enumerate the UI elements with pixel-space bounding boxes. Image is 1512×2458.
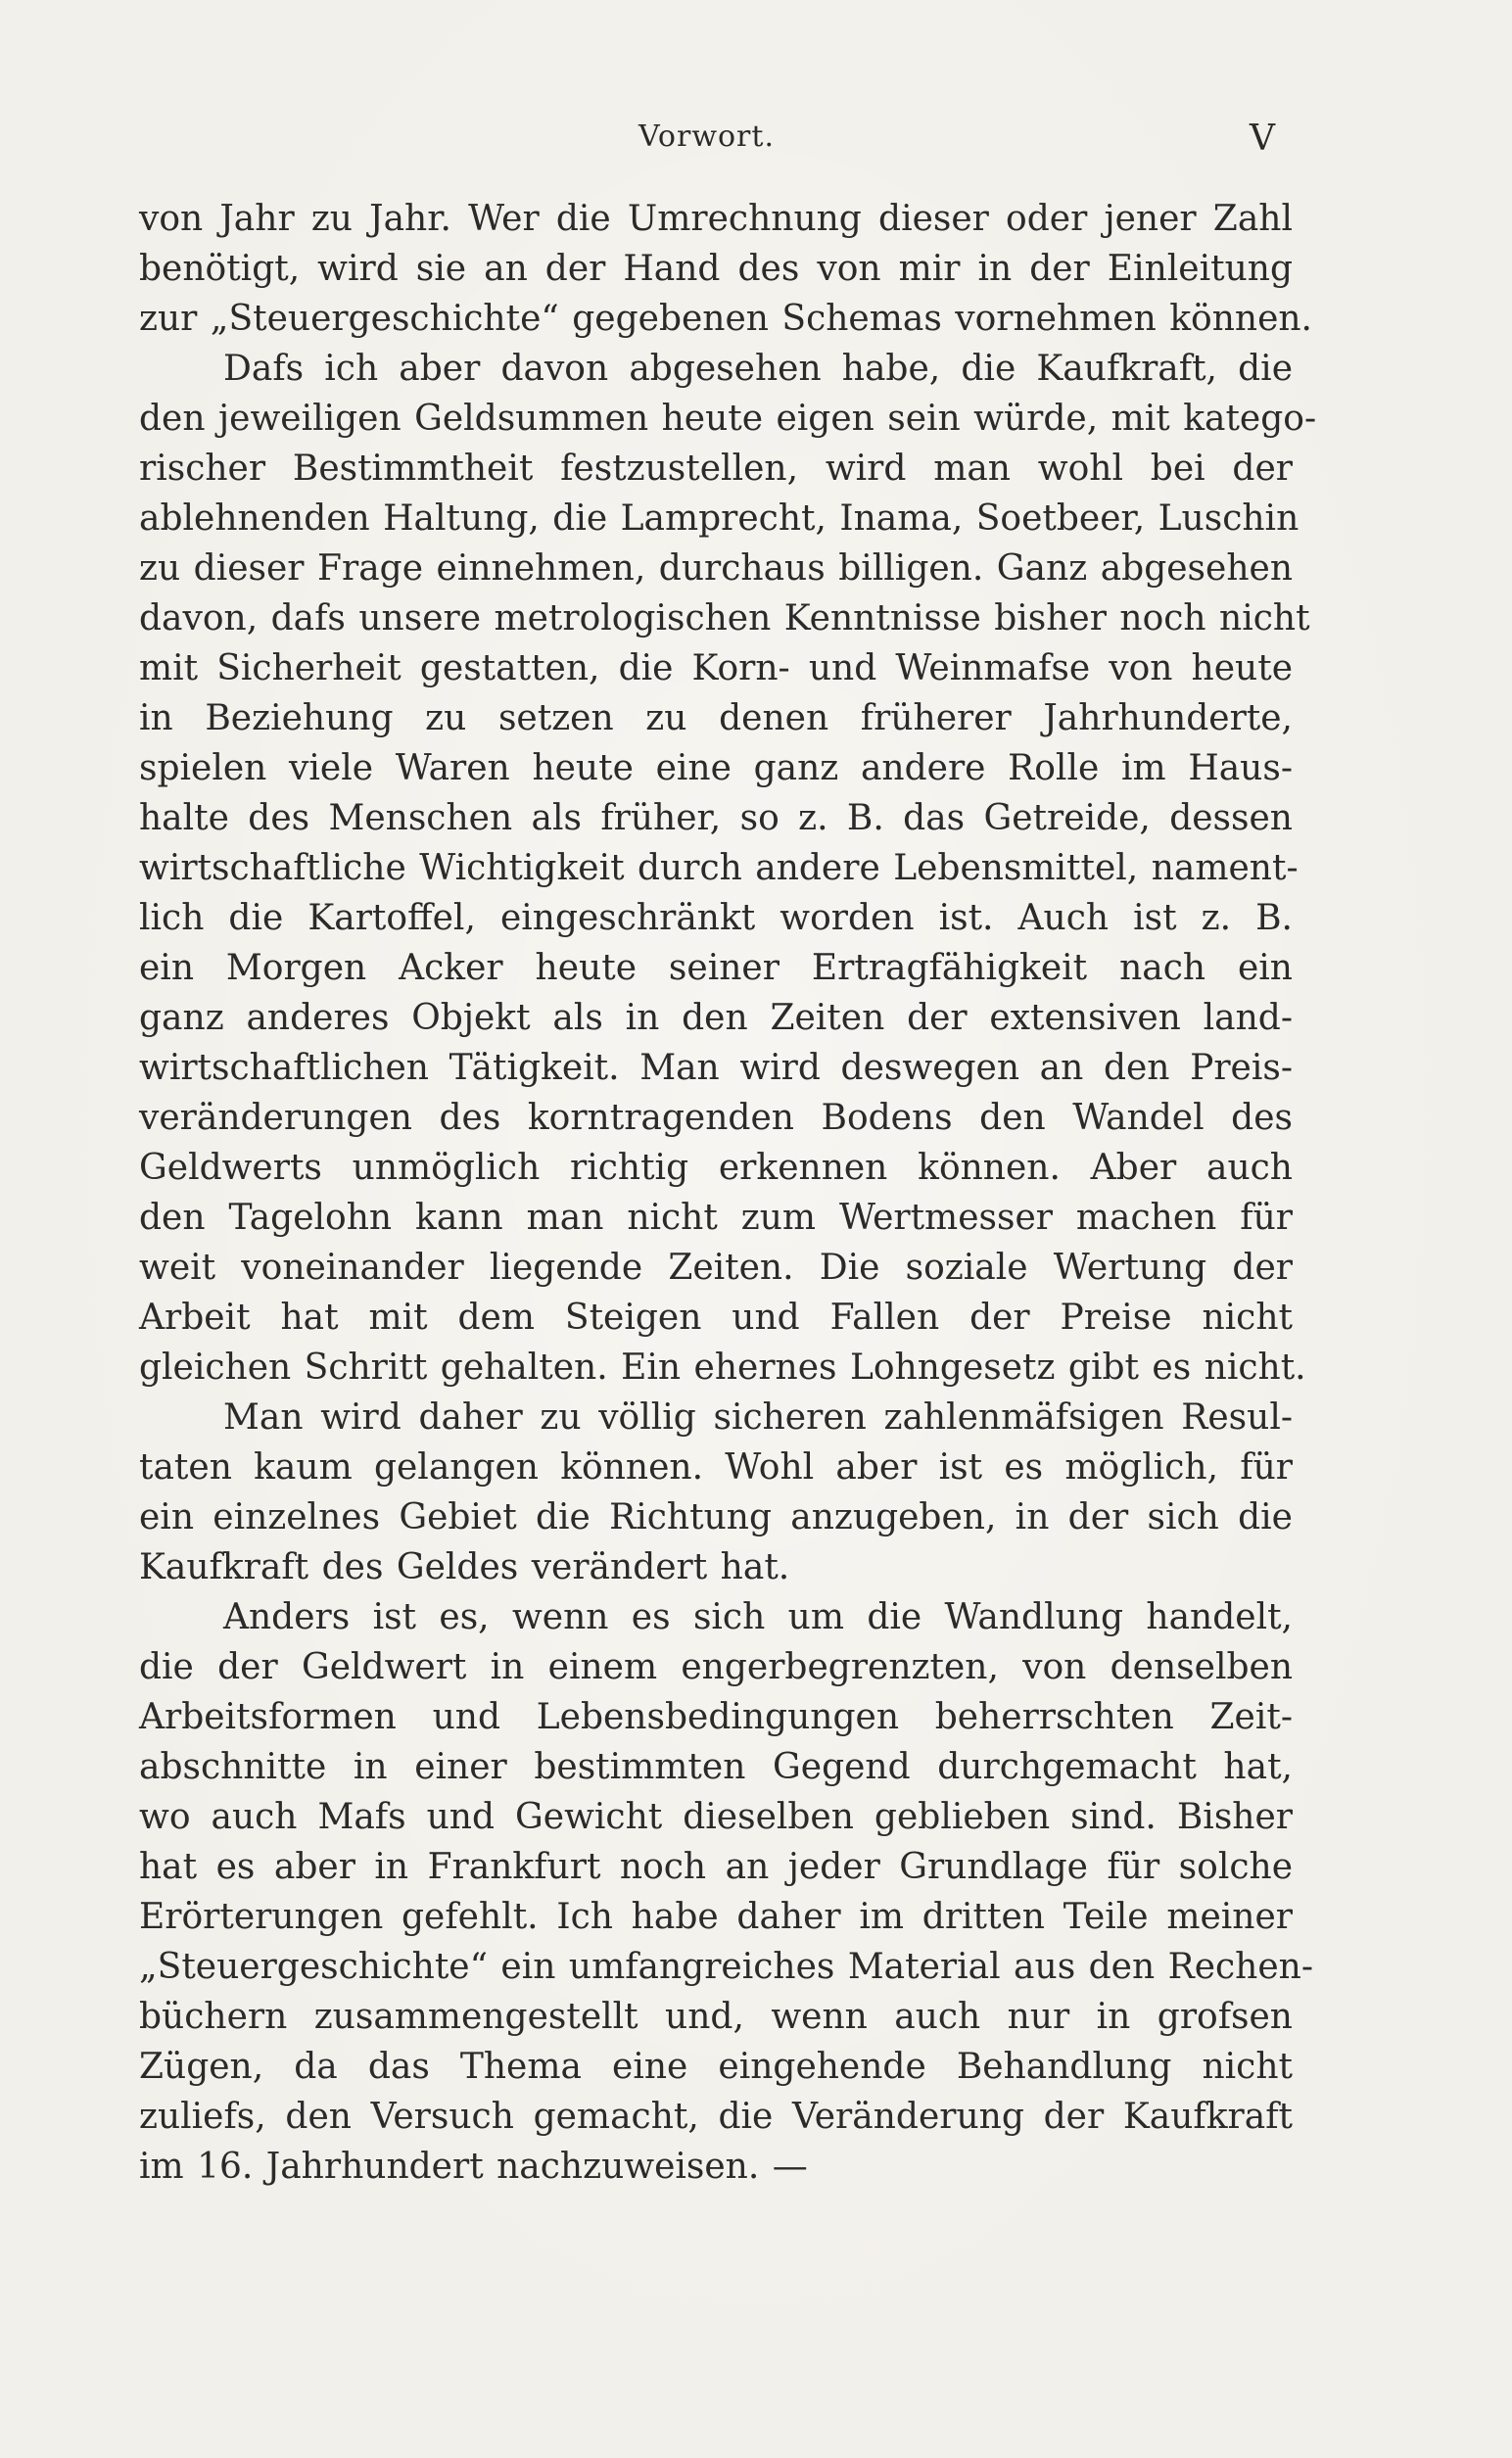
text-line: rischer Bestimmtheit festzustellen, wird man wohl bei der xyxy=(139,449,1293,489)
text-line: benötigt, wird sie an der Hand des von mir in der Einleitung xyxy=(139,249,1293,289)
text-line: den jeweiligen Geldsummen heute eigen sein würde, mit katego- xyxy=(139,399,1317,439)
text-line: Dafs ich aber davon abgesehen habe, die Kaufkraft, die xyxy=(223,349,1293,389)
text-line: Zügen, da das Thema eine eingehende Behandlung nicht xyxy=(139,2047,1293,2087)
text-line: taten kaum gelangen können. Wohl aber ist es möglich, für xyxy=(139,1447,1293,1488)
text-line: ein Morgen Acker heute seiner Ertragfähigkeit nach ein xyxy=(139,948,1293,988)
page-number: V xyxy=(1250,118,1275,159)
text-line: Arbeitsformen und Lebensbedingungen beherrschten Zeit- xyxy=(139,1697,1293,1737)
text-line: in Beziehung zu setzen zu denen früherer Jahrhunderte, xyxy=(139,698,1293,738)
text-line: von Jahr zu Jahr. Wer die Umrechnung dieser oder jener Zahl xyxy=(139,199,1293,239)
text-line: spielen viele Waren heute eine ganz andere Rolle im Haus- xyxy=(139,748,1293,788)
text-line: wirtschaftlichen Tätigkeit. Man wird deswegen an den Preis- xyxy=(139,1048,1293,1088)
text-line: zur „Steuergeschichte“ gegebenen Schemas vornehmen können. xyxy=(139,299,1312,339)
text-line: im 16. Jahrhundert nachzuweisen. — xyxy=(139,2147,808,2187)
running-head xyxy=(0,116,1512,159)
text-line: ablehnenden Haltung, die Lamprecht, Inama, Soetbeer, Luschin xyxy=(139,498,1299,539)
text-line: davon, dafs unsere metrologischen Kenntnisse bisher noch nicht xyxy=(139,598,1310,638)
text-line: die der Geldwert in einem engerbegrenzten, von denselben xyxy=(139,1647,1293,1687)
text-line: abschnitte in einer bestimmten Gegend durchgemacht hat, xyxy=(139,1747,1293,1787)
text-line: veränderungen des korntragenden Bodens den Wandel des xyxy=(139,1098,1293,1138)
text-line: büchern zusammengestellt und, wenn auch nur in grofsen xyxy=(139,1997,1293,2037)
text-line: lich die Kartoffel, eingeschränkt worden ist. Auch ist z. B. xyxy=(139,898,1293,938)
text-line: zu dieser Frage einnehmen, durchaus billigen. Ganz abgesehen xyxy=(139,548,1293,589)
text-line: zuliefs, den Versuch gemacht, die Veränderung der Kaufkraft xyxy=(139,2097,1293,2137)
text-line: weit voneinander liegende Zeiten. Die soziale Wertung der xyxy=(139,1248,1293,1288)
text-line: den Tagelohn kann man nicht zum Wertmesser machen für xyxy=(139,1198,1293,1238)
text-line: gleichen Schritt gehalten. Ein ehernes Lohngesetz gibt es nicht. xyxy=(139,1347,1306,1388)
body-text xyxy=(139,194,1317,2192)
text-line: Man wird daher zu völlig sicheren zahlenmäfsigen Resul- xyxy=(223,1397,1293,1438)
text-line: hat es aber in Frankfurt noch an jeder Grundlage für solche xyxy=(139,1847,1293,1887)
text-line: Anders ist es, wenn es sich um die Wandlung handelt, xyxy=(223,1597,1293,1637)
text-line: mit Sicherheit gestatten, die Korn- und Weinmafse von heute xyxy=(139,648,1293,688)
text-line: Geldwerts unmöglich richtig erkennen können. Aber auch xyxy=(139,1148,1293,1188)
running-title: Vorwort. xyxy=(638,119,775,154)
text-line: wirtschaftliche Wichtigkeit durch andere Lebensmittel, nament- xyxy=(139,848,1299,888)
text-line: „Steuergeschichte“ ein umfangreiches Material aus den Rechen- xyxy=(139,1947,1314,1987)
text-line: Kaufkraft des Geldes verändert hat. xyxy=(139,1547,790,1587)
text-line: Arbeit hat mit dem Steigen und Fallen der Preise nicht xyxy=(139,1298,1293,1338)
text-line: Erörterungen gefehlt. Ich habe daher im dritten Teile meiner xyxy=(139,1897,1293,1937)
text-line: halte des Menschen als früher, so z. B. das Getreide, dessen xyxy=(139,798,1293,838)
text-line: ein einzelnes Gebiet die Richtung anzugeben, in der sich die xyxy=(139,1497,1293,1537)
text-line: ganz anderes Objekt als in den Zeiten der extensiven land- xyxy=(139,998,1293,1038)
text-line: wo auch Mafs und Gewicht dieselben geblieben sind. Bisher xyxy=(139,1797,1293,1837)
